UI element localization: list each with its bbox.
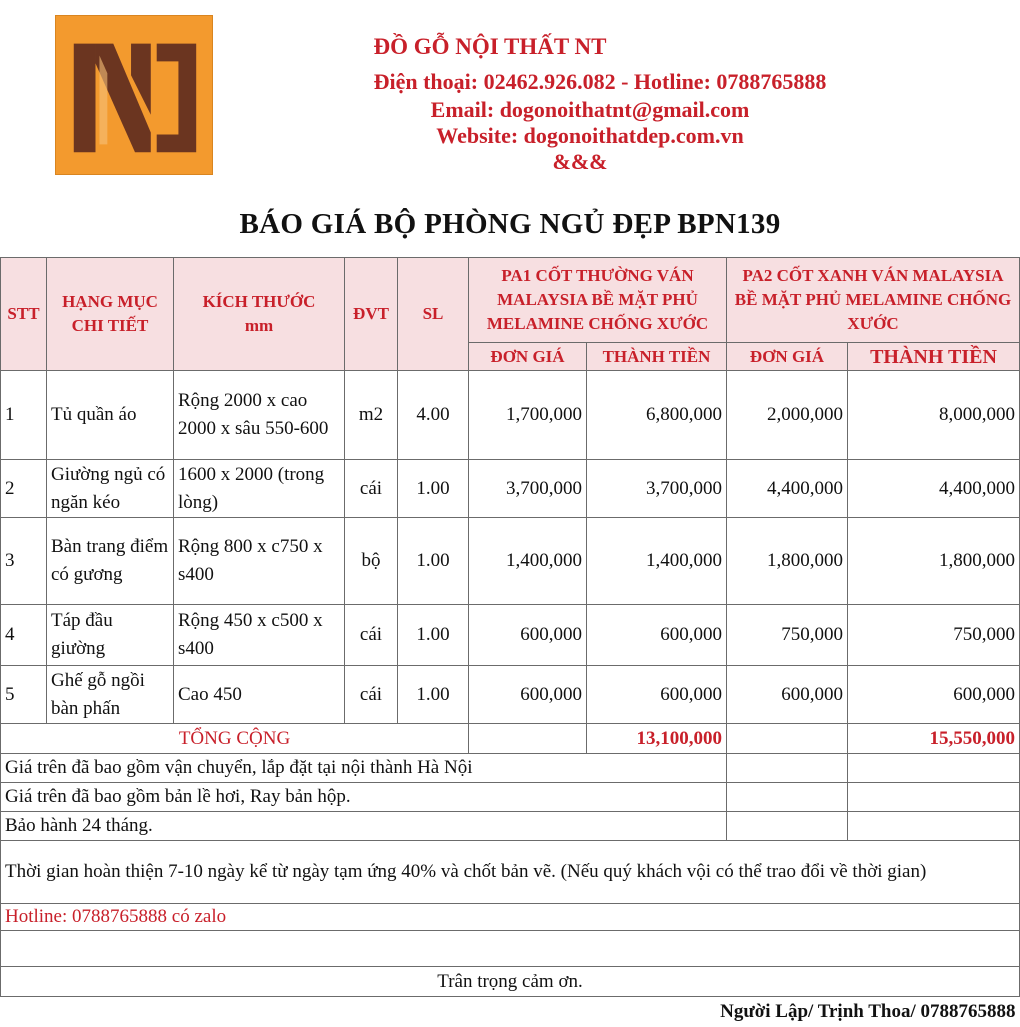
row-item: Bàn trang điểm có gương <box>47 518 174 605</box>
blank-row <box>1 931 1020 967</box>
col-pa2-header: PA2 CỐT XANH VÁN MALAYSIA BỀ MẶT PHỦ MELAMINE CHỐNG XƯỚC <box>727 258 1020 343</box>
table-row <box>1 666 1020 724</box>
row-unit: bộ <box>345 518 398 605</box>
row-pa2-amount: 4,400,000 <box>848 460 1020 518</box>
note-text: Giá trên đã bao gồm bản lề hơi, Ray bản hộp. <box>1 783 727 812</box>
row-pa2-price: 600,000 <box>727 666 848 724</box>
row-unit: m2 <box>345 371 398 460</box>
thanks-text: Trân trọng cảm ơn. <box>1 967 1020 997</box>
table-row <box>1 371 1020 460</box>
quotation-table <box>0 257 1020 1027</box>
row-pa2-amount: 1,800,000 <box>848 518 1020 605</box>
note-row <box>1 841 1020 904</box>
table-row <box>1 460 1020 518</box>
nt-logo-icon <box>55 15 213 175</box>
note-row <box>1 754 1020 783</box>
row-size: Rộng 450 x c500 x s400 <box>174 605 345 666</box>
row-pa2-price: 750,000 <box>727 605 848 666</box>
row-pa1-amount: 3,700,000 <box>587 460 727 518</box>
total-pa1-price-cell <box>469 724 587 754</box>
row-stt: 4 <box>1 605 47 666</box>
row-pa1-price: 1,700,000 <box>469 371 587 460</box>
company-website-line: Website: dogonoithatdep.com.vn <box>436 123 744 148</box>
row-pa1-price: 600,000 <box>469 605 587 666</box>
row-qty: 1.00 <box>398 666 469 724</box>
signature-row <box>1 997 1020 1027</box>
note-empty-cell <box>848 754 1020 783</box>
row-qty: 1.00 <box>398 460 469 518</box>
hotline-row <box>1 904 1020 931</box>
col-qty-header: SL <box>398 258 469 371</box>
hotline-text: Hotline: 0788765888 có zalo <box>1 904 1020 931</box>
company-ornament: &&& <box>552 149 608 174</box>
thanks-row <box>1 967 1020 997</box>
row-pa1-amount: 1,400,000 <box>587 518 727 605</box>
note-text: Thời gian hoàn thiện 7-10 ngày kể từ ngày tạm ứng 40% và chốt bản vẽ. (Nếu quý khách vội có thể trao đổi về thời gian) <box>1 841 1020 904</box>
row-pa1-price: 3,700,000 <box>469 460 587 518</box>
row-pa2-price: 1,800,000 <box>727 518 848 605</box>
total-pa1-amount: 13,100,000 <box>587 724 727 754</box>
row-size: 1600 x 2000 (trong lòng) <box>174 460 345 518</box>
pa2-amount-header: THÀNH TIỀN <box>848 343 1020 371</box>
row-pa2-amount: 600,000 <box>848 666 1020 724</box>
total-label: TỔNG CỘNG <box>1 724 469 754</box>
row-pa1-price: 1,400,000 <box>469 518 587 605</box>
row-item: Tủ quần áo <box>47 371 174 460</box>
row-qty: 4.00 <box>398 371 469 460</box>
row-pa2-price: 2,000,000 <box>727 371 848 460</box>
row-pa1-amount: 6,800,000 <box>587 371 727 460</box>
row-pa2-price: 4,400,000 <box>727 460 848 518</box>
row-pa2-amount: 8,000,000 <box>848 371 1020 460</box>
signature-text: Người Lập/ Trịnh Thoa/ 0788765888 <box>720 1000 1016 1022</box>
pa1-unit-price-header: ĐƠN GIÁ <box>469 343 587 371</box>
row-pa1-amount: 600,000 <box>587 666 727 724</box>
note-empty-cell <box>727 783 848 812</box>
total-pa2-price-cell <box>727 724 848 754</box>
note-text: Giá trên đã bao gồm vận chuyển, lắp đặt tại nội thành Hà Nội <box>1 754 727 783</box>
row-qty: 1.00 <box>398 605 469 666</box>
col-unit-header: ĐVT <box>345 258 398 371</box>
company-phone-line: Điện thoại: 02462.926.082 - Hotline: 0788765888 <box>373 69 827 94</box>
company-name: ĐỒ GỖ NỘI THẤT NT <box>373 34 607 59</box>
row-unit: cái <box>345 666 398 724</box>
row-pa1-amount: 600,000 <box>587 605 727 666</box>
note-row <box>1 812 1020 841</box>
note-empty-cell <box>848 812 1020 841</box>
note-empty-cell <box>727 754 848 783</box>
col-stt-header: STT <box>1 258 47 371</box>
row-size: Cao 450 <box>174 666 345 724</box>
row-unit: cái <box>345 460 398 518</box>
note-row <box>1 783 1020 812</box>
note-empty-cell <box>848 783 1020 812</box>
row-stt: 5 <box>1 666 47 724</box>
blank-cell <box>1 931 1020 967</box>
total-pa2-amount: 15,550,000 <box>848 724 1020 754</box>
row-size: Rộng 2000 x cao 2000 x sâu 550-600 <box>174 371 345 460</box>
note-text: Bảo hành 24 tháng. <box>1 812 727 841</box>
pa1-amount-header: THÀNH TIỀN <box>587 343 727 371</box>
row-size: Rộng 800 x c750 x s400 <box>174 518 345 605</box>
col-size-header-label: KÍCH THƯỚC <box>202 292 316 311</box>
row-item: Ghế gỗ ngồi bàn phấn <box>47 666 174 724</box>
row-pa2-amount: 750,000 <box>848 605 1020 666</box>
row-qty: 1.00 <box>398 518 469 605</box>
header-row-1 <box>1 258 1020 343</box>
row-stt: 2 <box>1 460 47 518</box>
row-item: Táp đầu giường <box>47 605 174 666</box>
table-row <box>1 518 1020 605</box>
quotation-title: BÁO GIÁ BỘ PHÒNG NGỦ ĐẸP BPN139 <box>239 208 781 240</box>
row-pa1-price: 600,000 <box>469 666 587 724</box>
col-size-header-unit: mm <box>244 316 274 335</box>
total-row <box>1 724 1020 754</box>
row-stt: 1 <box>1 371 47 460</box>
col-pa1-header: PA1 CỐT THƯỜNG VÁN MALAYSIA BỀ MẶT PHỦ MELAMINE CHỐNG XƯỚC <box>469 258 727 343</box>
company-email-line: Email: dogonoithatnt@gmail.com <box>430 97 750 122</box>
pa2-unit-price-header: ĐƠN GIÁ <box>727 343 848 371</box>
note-empty-cell <box>727 812 848 841</box>
row-stt: 3 <box>1 518 47 605</box>
row-item: Giường ngủ có ngăn kéo <box>47 460 174 518</box>
table-row <box>1 605 1020 666</box>
nt-logo-graphic <box>56 16 212 174</box>
col-size-header <box>174 258 345 371</box>
row-unit: cái <box>345 605 398 666</box>
col-item-header: HẠNG MỤC CHI TIẾT <box>47 258 174 371</box>
